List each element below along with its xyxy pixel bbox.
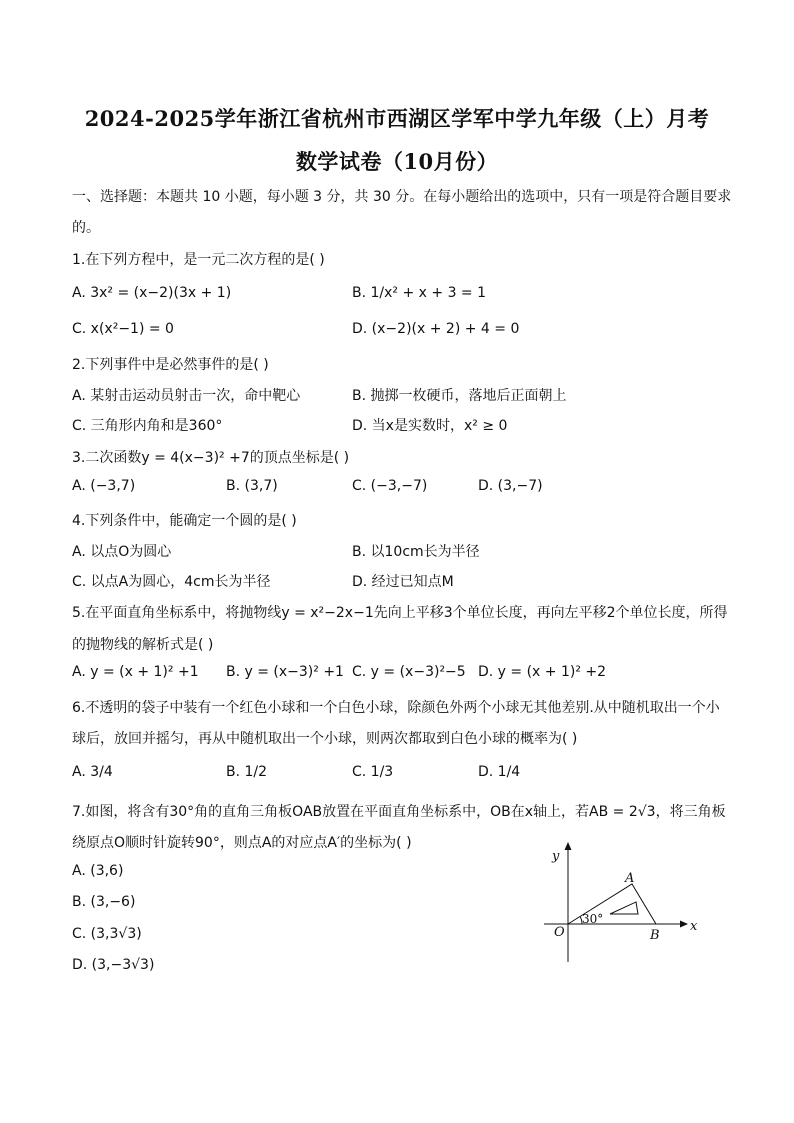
question-4-stem: 4.下列条件中，能确定一个圆的是( ): [72, 513, 297, 529]
label-y: y: [552, 849, 560, 864]
question-5-stem-line1: 5.在平面直角坐标系中，将抛物线y = x²−2x−1先向上平移3个单位长度，再向左平移2个单位长度，所得: [72, 605, 728, 621]
question-1-option-a: A. 3x² = (x−2)(3x + 1): [72, 285, 232, 301]
question-5-option-d: D. y = (x + 1)² +2: [478, 664, 607, 680]
question-5-option-b: B. y = (x−3)² +1: [226, 664, 344, 680]
question-3-option-c: C. (−3,−7): [352, 478, 428, 494]
question-6-option-c: C. 1/3: [352, 764, 394, 780]
question-4-option-c: C. 以点A为圆心，4cm长为半径: [72, 574, 271, 590]
question-7-option-a: A. (3,6): [72, 863, 124, 879]
label-angle: 30°: [582, 912, 604, 926]
question-5-option-a: A. y = (x + 1)² +1: [72, 664, 199, 680]
x-axis-arrow: [680, 921, 688, 928]
question-4-option-b: B. 以10cm长为半径: [352, 544, 480, 560]
question-7-option-d: D. (3,−3√3): [72, 957, 155, 973]
question-2-stem: 2.下列事件中是必然事件的是( ): [72, 357, 269, 373]
question-4-option-a: A. 以点O为圆心: [72, 544, 172, 560]
question-3-option-d: D. (3,−7): [478, 478, 543, 494]
page-title-line1: 2024-2025学年浙江省杭州市西湖区学军中学九年级（上）月考: [84, 106, 710, 131]
question-5-stem-line2: 的抛物线的解析式是( ): [72, 637, 214, 653]
question-6-stem-line2: 球后，放回并摇匀，再从中随机取出一个小球，则两次都取到白色小球的概率为( ): [72, 731, 578, 747]
section-instruction-line1: 一、选择题：本题共 10 小题，每小题 3 分，共 30 分。在每小题给出的选项中，只有一项是符合题目要求: [72, 189, 732, 205]
y-axis-arrow: [565, 842, 572, 850]
question-5-option-c: C. y = (x−3)²−5: [352, 664, 466, 680]
question-7-stem-line2: 绕原点O顺时针旋转90°，则点A的对应点A′的坐标为( ): [72, 835, 412, 851]
question-3-option-a: A. (−3,7): [72, 478, 136, 494]
question-6-option-d: D. 1/4: [478, 764, 521, 780]
question-6-stem-line1: 6.不透明的袋子中装有一个红色小球和一个白色小球，除颜色外两个小球无其他差别.从中随机取出一个小: [72, 700, 720, 716]
question-7-stem-line1: 7.如图，将含有30°角的直角三角板OAB放置在平面直角坐标系中，OB在x轴上，若AB = 2√3，将三角板: [72, 804, 726, 820]
label-o: O: [554, 925, 565, 940]
question-2-option-a: A. 某射击运动员射击一次，命中靶心: [72, 388, 301, 404]
question-1-option-b: B. 1/x² + x + 3 = 1: [352, 285, 487, 301]
question-1-stem: 1.在下列方程中，是一元二次方程的是( ): [72, 252, 325, 268]
question-2-option-c: C. 三角形内角和是360°: [72, 418, 223, 434]
label-a: A: [625, 871, 635, 886]
question-1-option-c: C. x(x²−1) = 0: [72, 321, 174, 337]
triangle-inner: [610, 902, 638, 914]
question-7-option-b: B. (3,−6): [72, 894, 136, 910]
question-1-option-d: D. (x−2)(x + 2) + 4 = 0: [352, 321, 520, 337]
question-6-option-b: B. 1/2: [226, 764, 268, 780]
question-3-option-b: B. (3,7): [226, 478, 278, 494]
page-title-line2: 数学试卷（10月份）: [295, 149, 499, 174]
question-3-stem: 3.二次函数y = 4(x−3)² +7的顶点坐标是( ): [72, 450, 350, 466]
section-instruction-line2: 的。: [72, 220, 100, 236]
question-4-option-d: D. 经过已知点M: [352, 574, 454, 590]
label-b: B: [650, 928, 660, 943]
label-x: x: [690, 919, 698, 934]
triangle-coordinate-figure: [536, 840, 706, 970]
question-2-option-b: B. 抛掷一枚硬币，落地后正面朝上: [352, 388, 567, 404]
question-7-option-c: C. (3,3√3): [72, 926, 142, 942]
question-2-option-d: D. 当x是实数时，x² ≥ 0: [352, 418, 508, 434]
question-6-option-a: A. 3/4: [72, 764, 113, 780]
